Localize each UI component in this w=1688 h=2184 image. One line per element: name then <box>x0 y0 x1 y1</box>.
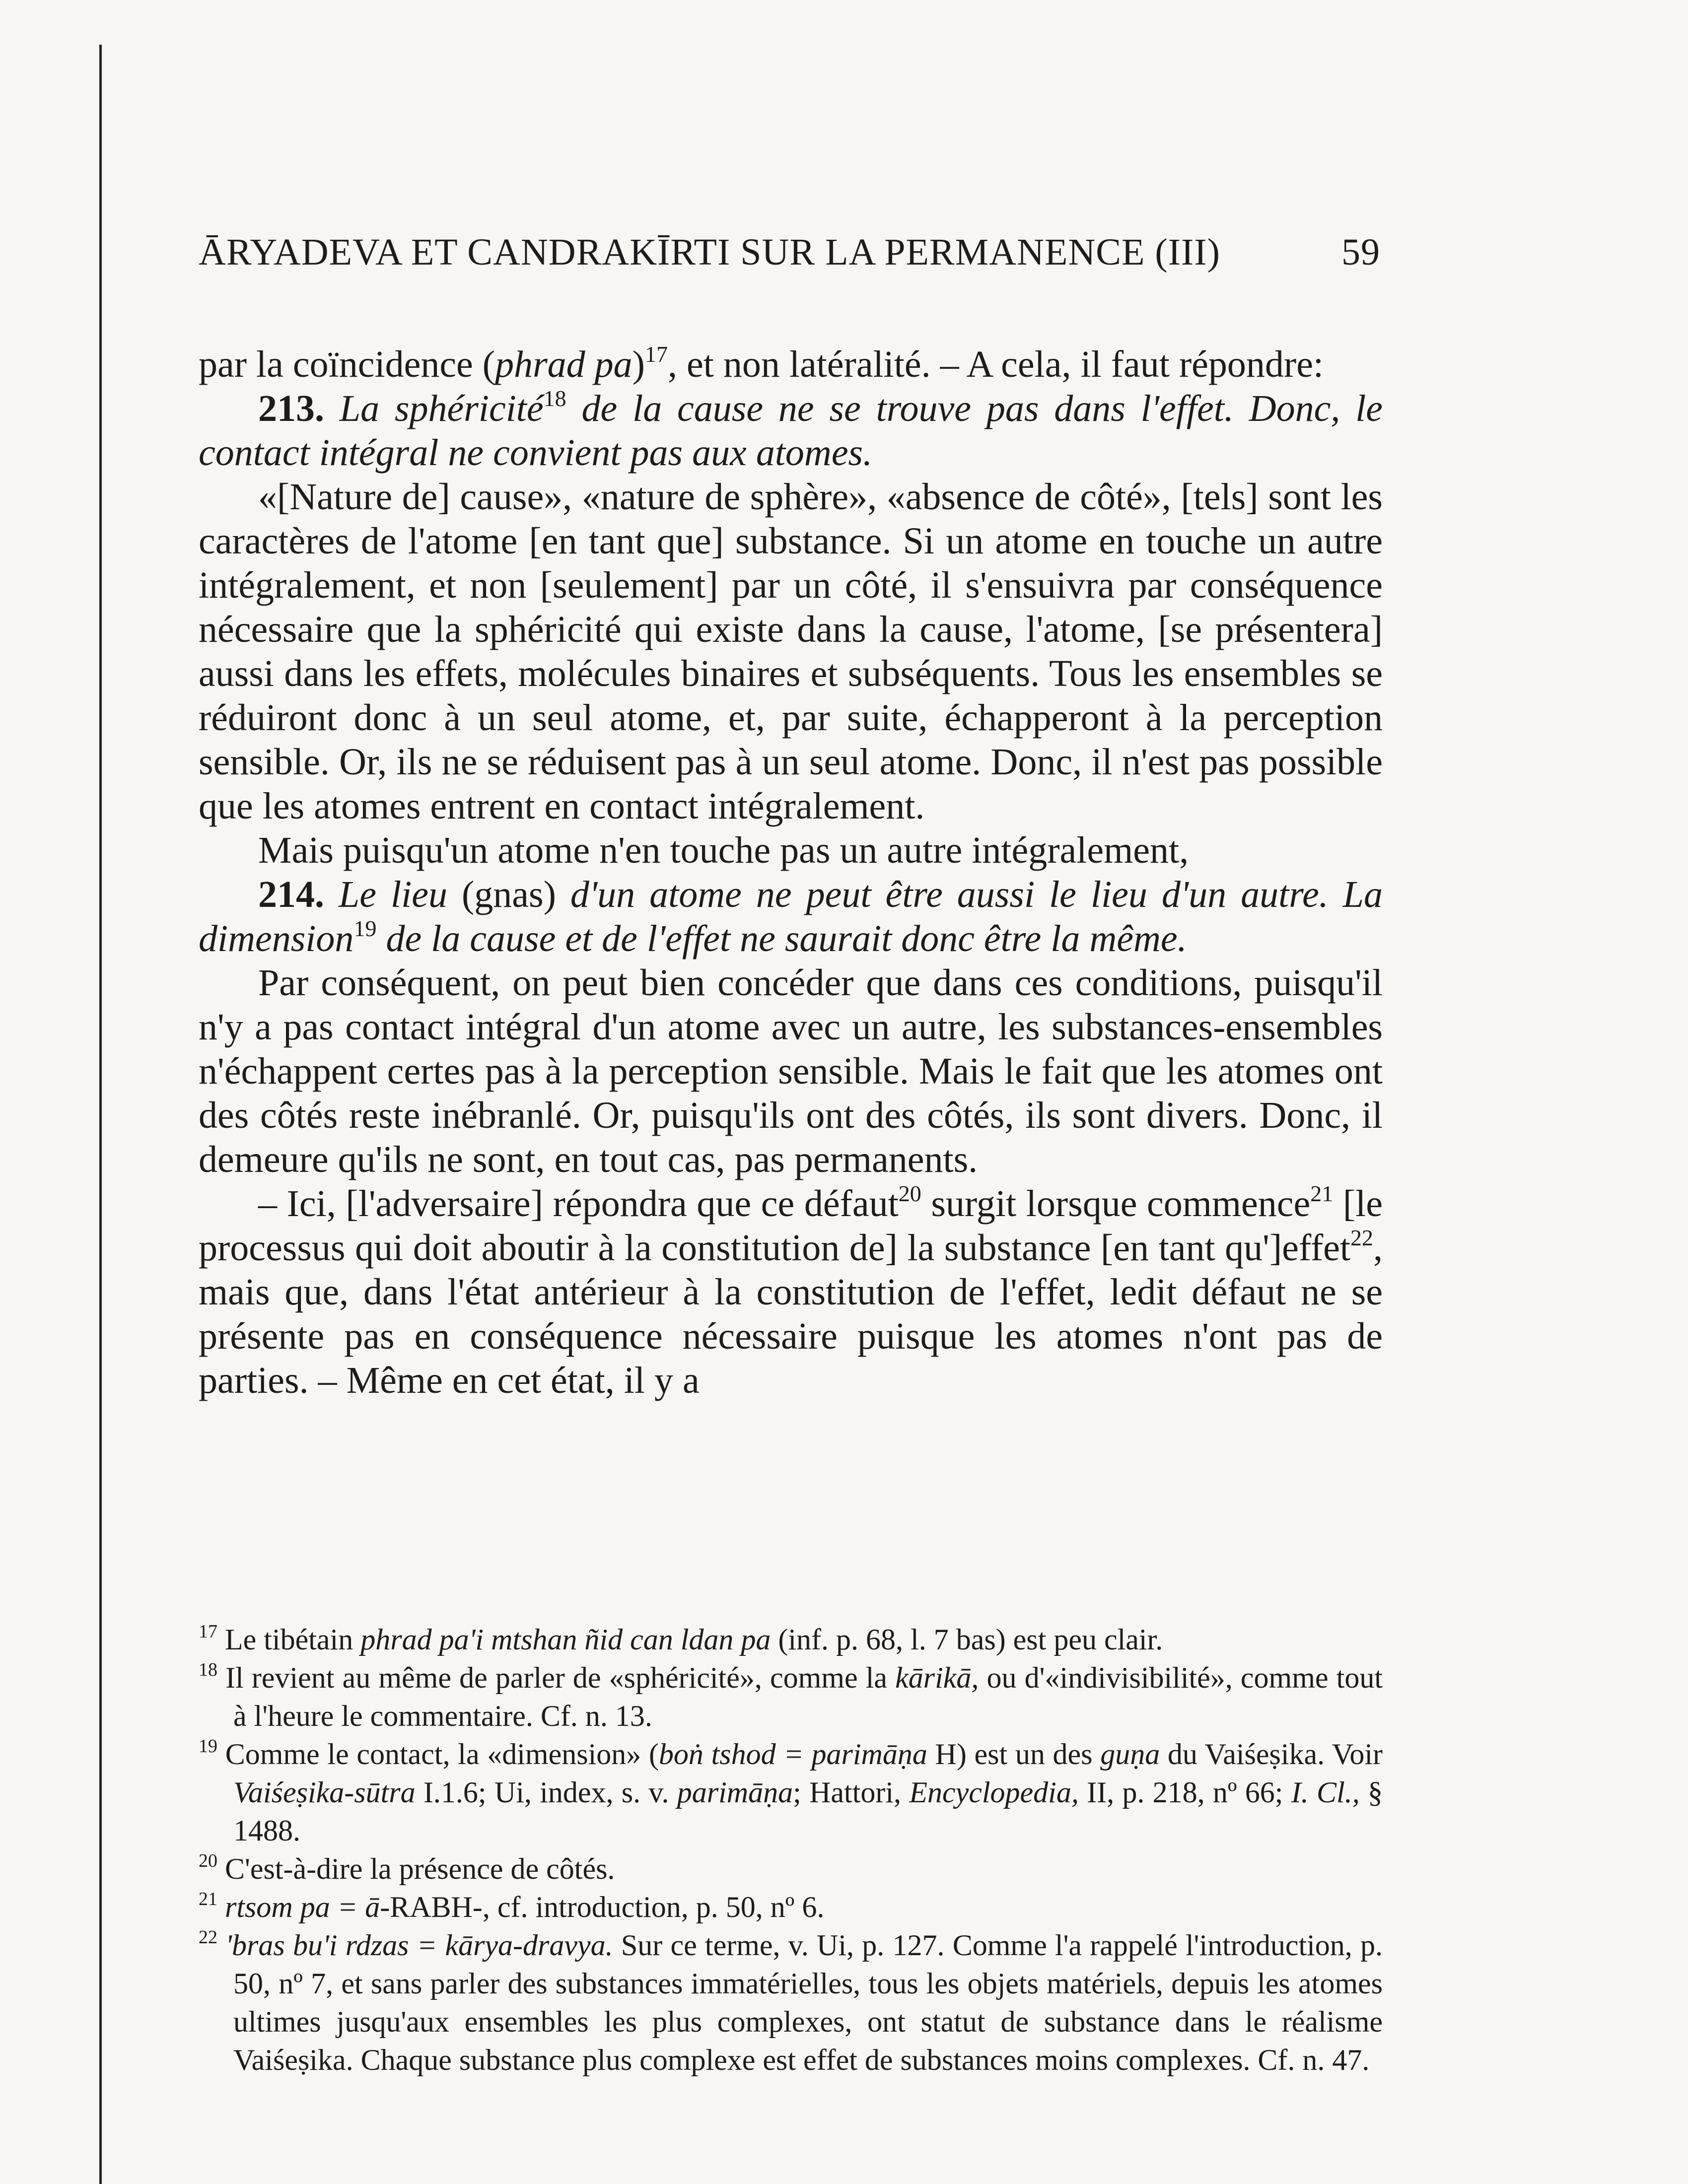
footnote-17: $^{17}$ Le tibétain phrad pa'i mtshan ñid can ldan pa (inf. p. 68, l. 7 bas) est peu clair. <box>199 1621 1163 1656</box>
footnote-22: $^{22}$ 'bras bu'i rdzas = kārya-dravya. Sur ce terme, v. Ui, p. 127. Comme l'a rappelé l'introduction, p. 50, nº 7, et sans parler des substances immatérielles, tous les objets matériels, depuis les atomes ultimes jusqu'aux ensembles les plus complexes, ont statut de substance dans le réalisme Vaiśeṣika. Chaque substance plus complexe est effet de substances moins complexes. Cf. n. 47. <box>199 1927 1383 2076</box>
verse-214: 214. Le lieu (gnas) d'un atome ne peut être aussi le lieu d'un autre. La dimension$^{19}$ de la cause et de l'effet ne saurait donc être la même. <box>199 874 1383 959</box>
footnote-ref-17[interactable]: 17 <box>644 341 668 367</box>
verse-213: 213. La sphéricité$^{18}$ de la cause ne se trouve pas dans l'effet. Donc, le contact intégral ne convient pas aux atomes. <box>199 386 1383 474</box>
margin-rule <box>99 45 102 2184</box>
paragraph-3: «[Nature de] cause», «nature de sphère», «absence de côté», [tels] sont les caractères de l'atome [en tant que] substance. Si un atome en touche un autre intégralement, et non [seulement] par un côté, il s'ensuivra par conséquence nécessaire que la sphéricité qui existe dans la cause, l'atome, [se présentera] aussi dans les effets, molécules binaires et subséquents. Tous les ensembles se réduiront donc à un seul atome, et, par suite, échapperont à la perception sensible. Or, ils ne se réduisent pas à un seul atome. Donc, il n'est pas possible que les atomes entrent en contact intégralement. <box>199 476 1383 827</box>
paragraph-4: Mais puisqu'un atome n'en touche pas un autre intégralement, <box>258 829 1189 871</box>
footnote-ref-21[interactable]: 21 <box>1310 1181 1334 1206</box>
paragraph-6: Par conséquent, on peut bien concéder que dans ces conditions, puisqu'il n'y a pas contact intégral d'un atome avec un autre, les substances-ensembles n'échappent certes pas à la perception sensible. Mais le fait que les atomes ont des côtés reste inébranlé. Or, puisqu'ils ont des côtés, ils sont divers. Donc, il demeure qu'ils ne sont, en tout cas, pas permanents. <box>199 962 1383 1180</box>
footnote-ref-22[interactable]: 22 <box>1350 1225 1373 1250</box>
footnote-ref-19[interactable]: 19 <box>353 916 377 941</box>
running-header <box>199 233 1380 271</box>
running-title: ĀRYADEVA ET CANDRAKĪRTI SUR LA PERMANENCE (III) <box>199 231 1220 273</box>
verse-number: 213. <box>258 388 324 429</box>
verse-number: 214. <box>258 874 324 915</box>
footnotes <box>199 1621 1383 2079</box>
footnote-ref-18[interactable]: 18 <box>543 386 566 411</box>
main-text <box>199 342 1383 1403</box>
paragraph-1: par la coïncidence (phrad pa)$^{17}$, et non latéralité. – A cela, il faut répondre: <box>199 341 1324 385</box>
footnote-ref-20[interactable]: 20 <box>898 1181 921 1206</box>
paragraph-7: – Ici, [l'adversaire] répondra que ce défaut$^{20}$ surgit lorsque commence$^{21}$ [le processus qui doit aboutir à la constitution de] la substance [en tant qu']effet$^{22}$, mais que, dans l'état antérieur à la constitution de l'effet, ledit défaut ne se présente pas en conséquence nécessaire puisque les atomes n'ont pas de parties. – Même en cet état, il y a <box>199 1181 1383 1401</box>
footnote-21: $^{21}$ rtsom pa = ā-RABH-, cf. introduction, p. 50, nº 6. <box>199 1889 825 1923</box>
page-number: 59 <box>1341 231 1380 273</box>
footnote-19: $^{19}$ Comme le contact, la «dimension» (boṅ tshod = parimāṇa H) est un des guṇa du Vaiśeṣika. Voir Vaiśeṣika-sūtra I.1.6; Ui, index, s. v. parimāṇa; Hattori, Encyclopedia, II, p. 218, nº 66; I. Cl., § 1488. <box>199 1736 1383 1847</box>
footnote-20: $^{20}$ C'est-à-dire la présence de côtés. <box>199 1850 615 1885</box>
footnote-18: $^{18}$ Il revient au même de parler de «sphéricité», comme la kārikā, ou d'«indivisibilité», comme tout à l'heure le commentaire. Cf. n. 13. <box>199 1659 1383 1732</box>
